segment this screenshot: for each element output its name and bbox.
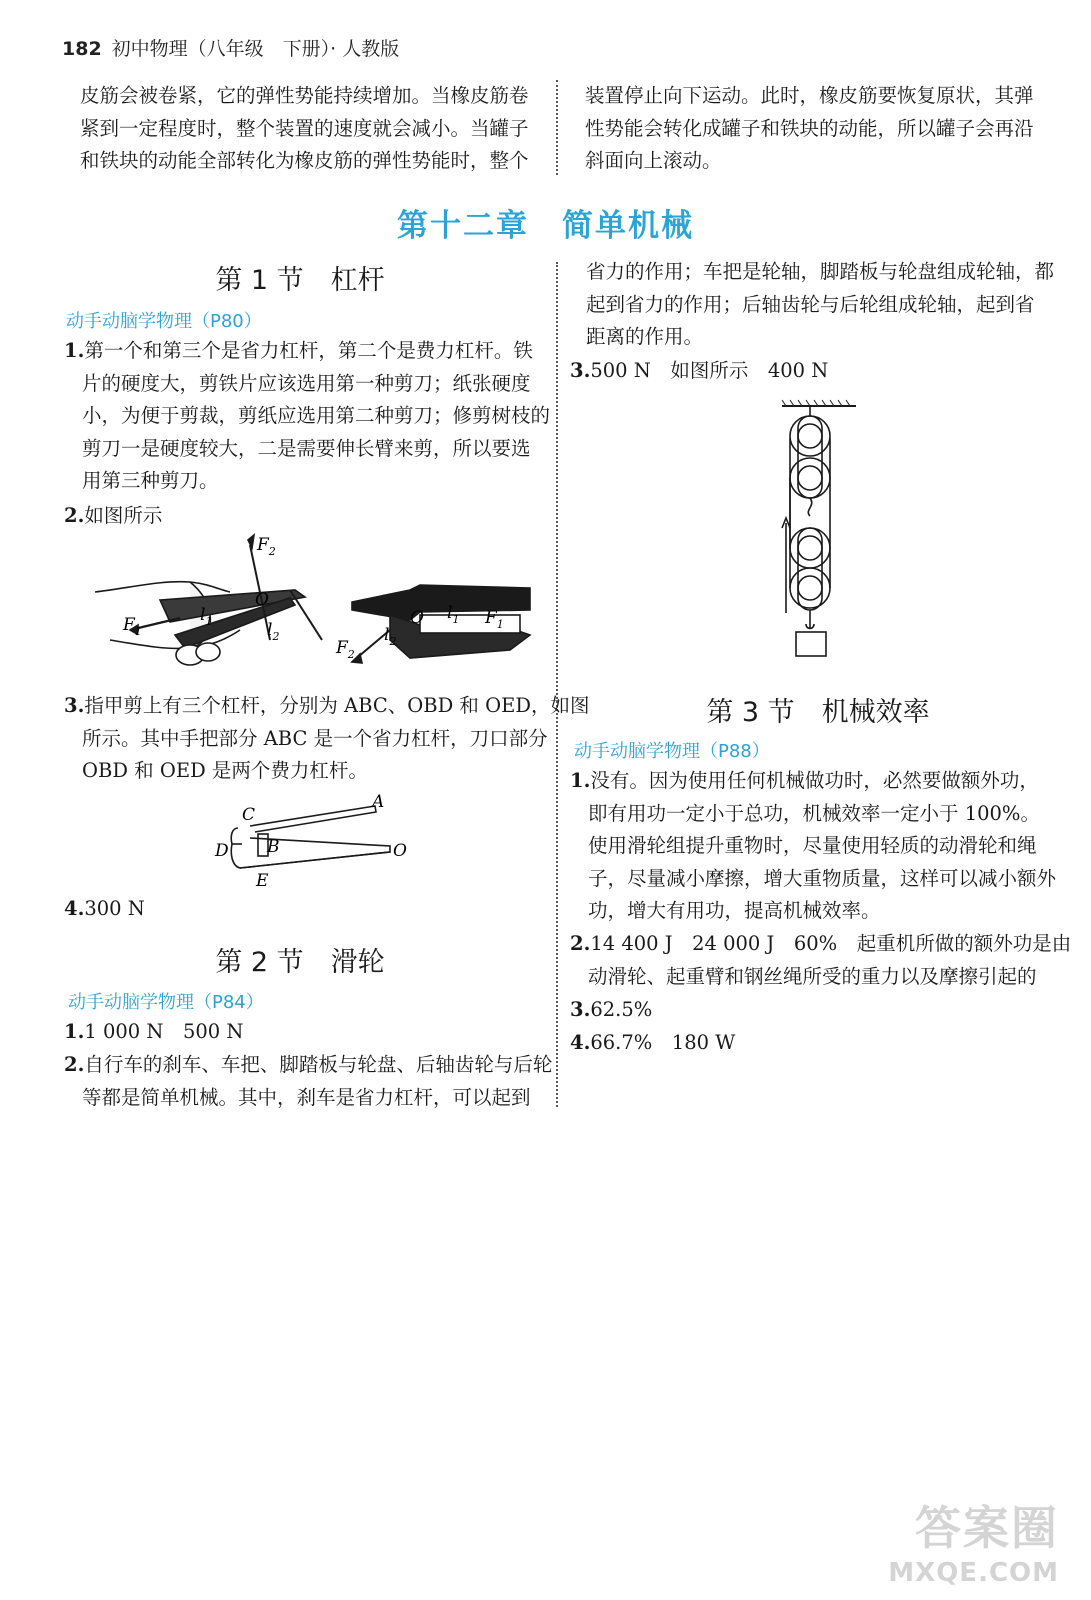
s2-q2-continued (586, 256, 1054, 354)
page-header (62, 34, 399, 61)
section1-title: 第 1 节 杠杆 (215, 265, 385, 296)
s1-q2 (64, 500, 162, 533)
question-number: 3. (570, 359, 591, 382)
point-c-label: C (242, 805, 256, 825)
watermark-logo (888, 1492, 1059, 1588)
text-line: 66.7% 180 W (590, 1031, 736, 1054)
question-number: 2. (64, 504, 85, 527)
question-number: 4. (64, 897, 85, 920)
section3-title: 第 3 节 机械效率 (706, 697, 930, 728)
text-line: 自行车的刹车、车把、脚踏板与轮盘、后轴齿轮与后轮 (84, 1053, 553, 1076)
text-line: 1 000 N 500 N (84, 1020, 244, 1043)
prev-answer-right (585, 80, 1034, 178)
s3-q4 (570, 1027, 735, 1060)
text-line: 斜面向上滚动。 (585, 149, 722, 172)
column-divider-top (556, 80, 558, 175)
pulley-system-diagram (782, 400, 856, 656)
text-line: 500 N 如图所示 400 N (590, 359, 829, 382)
section3-subtitle: 动手动脑学物理（P88） (574, 741, 770, 762)
l2-label: $l_2$ (267, 620, 280, 643)
text-line: 62.5% (590, 998, 653, 1021)
book-title: 初中物理（八年级 下册）· 人教版 (111, 38, 400, 60)
point-e-label: E (256, 871, 269, 891)
question-number: 1. (64, 1020, 85, 1043)
section2-title: 第 2 节 滑轮 (215, 947, 385, 978)
o-label: O (255, 590, 269, 610)
s1-q3 (64, 690, 589, 788)
question-number: 3. (64, 694, 85, 717)
question-number: 4. (570, 1031, 591, 1054)
l1-label: $l_1$ (200, 605, 213, 628)
text-line: 装置停止向下运动。此时，橡皮筋要恢复原状，其弹 (585, 84, 1034, 107)
text-line: 动滑轮、起重臂和钢丝绳所受的重力以及摩擦引起的 (588, 964, 1037, 988)
text-line: 性势能会转化成罐子和铁块的动能，所以罐子会再沿 (585, 116, 1034, 140)
nail-clipper-outline (231, 806, 390, 868)
text-line: 等都是简单机械。其中，刹车是省力杠杆，可以起到 (82, 1085, 531, 1109)
question-number: 2. (64, 1053, 85, 1076)
s2-q2 (64, 1049, 552, 1114)
section2-subtitle: 动手动脑学物理（P84） (68, 992, 264, 1013)
page-number: 182 (62, 38, 102, 60)
text-line: 使用滑轮组提升重物时，尽量使用轻质的动滑轮和绳 (588, 834, 1037, 857)
text-line: 指甲剪上有三个杠杆，分别为 ABC、OBD 和 OED，如图 (84, 694, 590, 717)
hand-scissors-illustration (95, 535, 322, 665)
text-line: 剪刀一是硬度较大，二是需要伸长臂来剪，所以要选 (82, 436, 531, 460)
column-divider (556, 262, 558, 1107)
text-line: 紧到一定程度时，整个装置的速度就会减小。当罐子 (80, 116, 529, 140)
pulley-system-figure (780, 398, 860, 663)
text-line: 14 400 J 24 000 J 60% 起重机所做的额外功是由 (590, 932, 1072, 955)
text-line: 和铁块的动能全部转化为橡皮筋的弹性势能时，整个 (80, 149, 529, 172)
s1-q1 (64, 335, 550, 498)
scissors-lever-figure (90, 530, 540, 675)
pliers-f1-label: $F_1$ (485, 608, 504, 631)
question-number: 1. (64, 339, 85, 362)
point-a-label: A (372, 792, 385, 812)
nail-clipper-figure (210, 788, 410, 893)
text-line: 距离的作用。 (586, 325, 704, 348)
text-line: 第一个和第三个是省力杠杆，第二个是费力杠杆。铁 (84, 339, 533, 362)
pliers-f2-label: $F_2$ (336, 638, 355, 661)
prev-answer-left (80, 80, 529, 178)
text-line: 如图所示 (84, 504, 163, 527)
point-b-label: B (267, 837, 280, 857)
text-line: 皮筋会被卷紧，它的弹性势能持续增加。当橡皮筋卷 (80, 84, 529, 107)
text-line: 用第三种剪刀。 (82, 469, 219, 492)
watermark-line2: MXQE.COM (888, 1558, 1059, 1588)
f1-label: $F_1$ (123, 615, 142, 638)
text-line: 子，尽量减小摩擦，增大重物质量，这样可以减小额外 (588, 866, 1057, 890)
s1-q4 (64, 893, 145, 926)
f2-label: $F_2$ (257, 535, 276, 558)
s3-q3 (570, 994, 652, 1027)
text-line: 省力的作用；车把是轮轴，脚踏板与轮盘组成轮轴，都 (586, 260, 1055, 283)
text-line: OBD 和 OED 是两个费力杠杆。 (82, 759, 368, 782)
pliers-o-label: O (410, 608, 424, 628)
chapter-title: 第十二章 简单机械 (397, 208, 694, 244)
text-line: 即有用功一定小于总功，机械效率一定小于 100%。 (588, 801, 1040, 825)
point-d-label: D (215, 841, 229, 861)
s2-q1 (64, 1016, 243, 1049)
watermark-line1: 答案圈 (915, 1501, 1059, 1555)
pliers-l1-label: $l_1$ (447, 603, 460, 626)
pliers-l2-label: $l_2$ (384, 625, 397, 648)
question-number: 3. (570, 998, 591, 1021)
text-line: 片的硬度大，剪铁片应该选用第一种剪刀；纸张硬度 (82, 371, 531, 395)
s2-q3 (570, 355, 828, 388)
s3-q1 (570, 765, 1056, 928)
text-line: 300 N (84, 897, 145, 920)
point-o-label: O (393, 841, 407, 861)
text-line: 没有。因为使用任何机械做功时，必然要做额外功， (590, 769, 1039, 792)
text-line: 起到省力的作用；后轴齿轮与后轮组成轮轴，起到省 (586, 292, 1035, 316)
question-number: 1. (570, 769, 591, 792)
text-line: 功，增大有用功，提高机械效率。 (588, 899, 881, 922)
text-line: 所示。其中手把部分 ABC 是一个省力杠杆，刀口部分 (82, 726, 548, 750)
section1-subtitle: 动手动脑学物理（P80） (66, 311, 262, 332)
text-line: 小，为便于剪裁，剪纸应选用第二种剪刀；修剪树枝的 (82, 404, 551, 427)
s3-q2 (570, 928, 1071, 993)
question-number: 2. (570, 932, 591, 955)
